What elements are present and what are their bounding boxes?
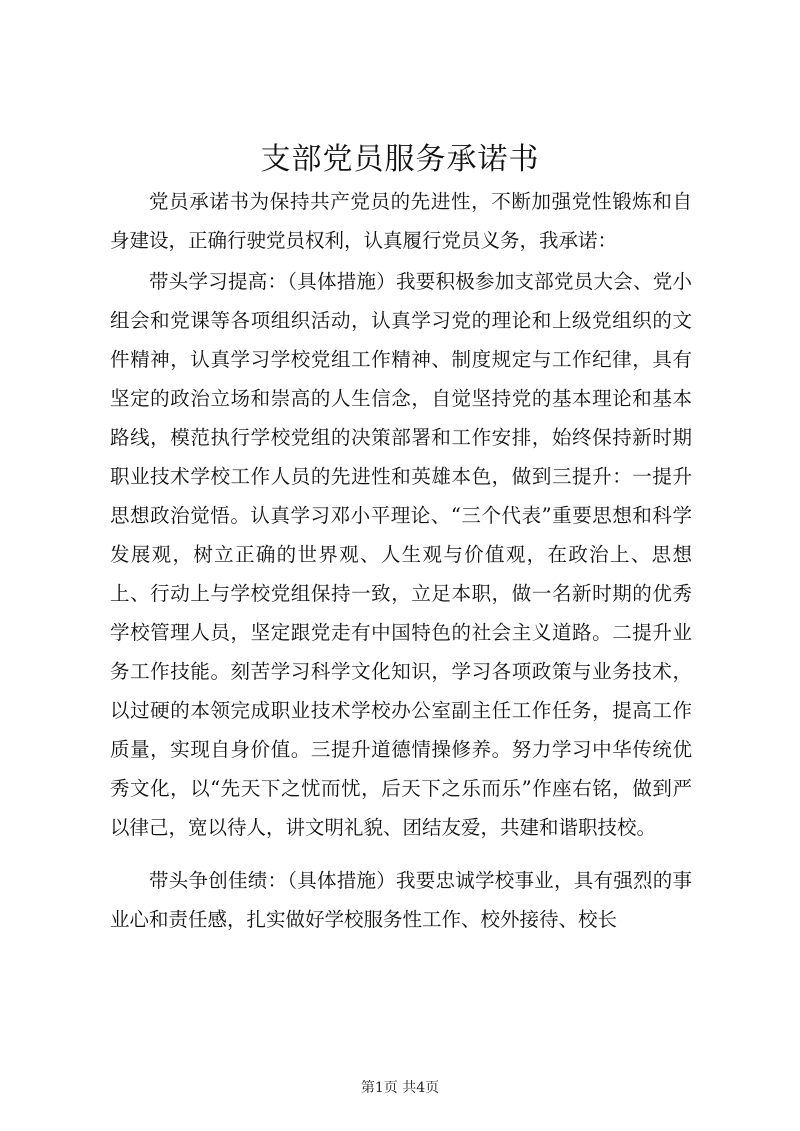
paragraph-performance: 带头争创佳绩：（具体措施）我要忠诚学校事业，具有强烈的事业心和责任感，扎实做好学校服务性工作、校外接待、校长 [110,869,692,931]
paragraph-study: 带头学习提高：（具体措施）我要积极参加支部党员大会、党小组会和党课等各项组织活动，认真学习党的理论和上级党组织的文件精神，认真学习学校党组工作精神、制度规定与工作纪律，具有坚定的政治立场和崇高的人生信念，自觉坚持党的基本理论和基本路线，模范执行学校党组的决策部署和工作安排，始终保持新时期职业技术学校工作人员的先进性和英雄本色，做到三提升：一提升思想政治觉悟。认真学习邓小平理论、“三个代表”重要思想和科学发展观，树立正确的世界观、人生观与价值观，在政治上、思想上、行动上与学校党组保持一致，立足本职，做一名新时期的优秀学校管理人员，坚定跟党走有中国特色的社会主义道路。二提升业务工作技能。刻苦学习科学文化知识，学习各项政策与业务技术，以过硬的本领完成职业技术学校办公室副主任工作任务，提高工作质量，实现自身价值。三提升道德情操修养。努力学习中华传统优秀文化，以“先天下之忧而忧，后天下之乐而乐”作座右铭，做到严以律己，宽以待人，讲文明礼貌、团结友爱，共建和谐职技校。 [110,270,692,839]
document-body [110,182,692,939]
paragraph-intro: 党员承诺书为保持共产党员的先进性，不断加强党性锻炼和自身建设，正确行驶党员权利，认真履行党员义务，我承诺： [110,190,692,252]
document-title: 支部党员服务承诺书 [260,142,540,177]
page-footer: 第1页 共4页 [360,1080,440,1096]
